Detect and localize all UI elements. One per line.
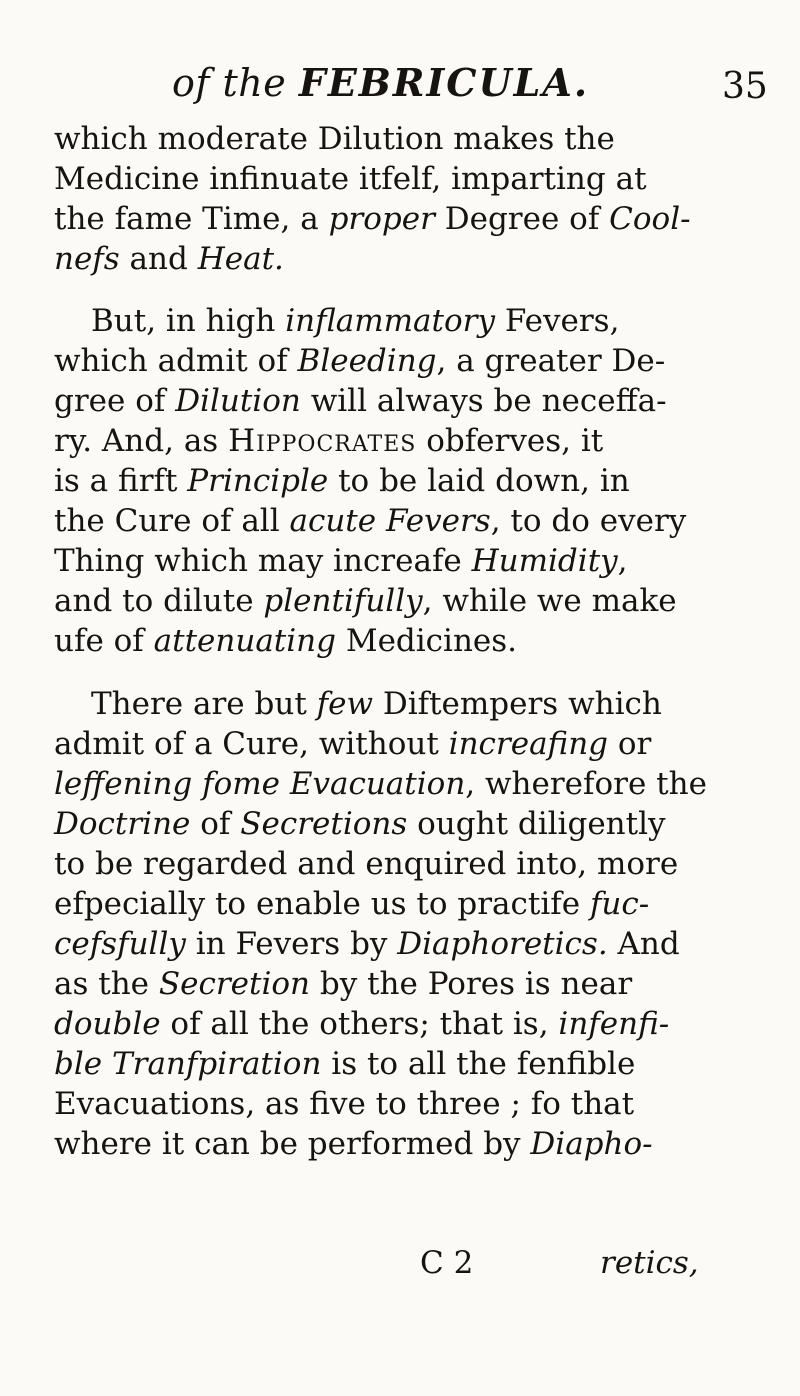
italic-run: ble Tranfpiration [54, 1046, 322, 1082]
text-line [91, 302, 619, 342]
text-line [54, 342, 665, 382]
text-run: Fevers, [494, 303, 620, 339]
text-line [54, 885, 649, 925]
text-line [54, 1125, 653, 1165]
text-line [54, 582, 677, 622]
running-title-main: FEBRICULA. [298, 60, 590, 105]
italic-run: attenuating [153, 623, 336, 659]
text-line [54, 805, 666, 845]
text-run: admit of a Cure, without [54, 726, 449, 762]
italic-run: cefsfully [54, 926, 186, 962]
text-line [54, 200, 691, 240]
text-run: to be laid down, in [328, 463, 630, 499]
text-run: , while we make [422, 583, 677, 619]
text-run: , to do every [490, 503, 687, 539]
italic-run: Principle [187, 463, 329, 499]
text-run: And [607, 926, 680, 962]
text-run: and [119, 241, 198, 277]
italic-run: double [54, 1006, 161, 1042]
text-line [54, 422, 603, 462]
italic-run: Secretions [240, 806, 408, 842]
text-run: Degree of [434, 201, 610, 237]
italic-run: Bleeding [297, 343, 437, 379]
text-run: is a firft [54, 463, 188, 499]
page-number: 35 [722, 66, 768, 107]
italic-run: Diaphoretics. [397, 926, 608, 962]
text-run: which admit of [54, 343, 298, 379]
running-head [0, 60, 800, 110]
text-run: , [617, 543, 628, 579]
running-title-prefix: of the [172, 61, 287, 105]
text-run: which moderate Dilution makes the [54, 121, 615, 157]
text-run: Medicine infinuate itfelf, imparting at [54, 161, 647, 197]
text-run: of all the others; that is, [160, 1006, 559, 1042]
text-run: Evacuations, as five to three ; fo that [54, 1086, 635, 1122]
text-run: Diftempers which [373, 686, 662, 722]
italic-run: Secretion [158, 966, 310, 1002]
italic-run: Heat. [197, 241, 284, 277]
italic-run: fuc- [589, 886, 650, 922]
italic-run: acute Fevers [289, 503, 491, 539]
italic-run: proper [328, 201, 435, 237]
text-run: , wherefore the [465, 766, 707, 802]
text-line [54, 502, 686, 542]
text-run: ry. And, as [54, 423, 229, 459]
italic-run: increafing [448, 726, 609, 762]
italic-run: inflammatory [285, 303, 495, 339]
text-run: in Fevers by [185, 926, 398, 962]
italic-run: plentifully [263, 583, 423, 619]
text-run: to be regarded and enquired into, more [54, 846, 679, 882]
text-run: Medicines. [335, 623, 518, 659]
text-line [54, 765, 707, 805]
text-line [54, 382, 667, 422]
text-line [54, 120, 615, 160]
text-run: the Cure of all [54, 503, 290, 539]
text-run: Thing which may increafe [54, 543, 472, 579]
italic-run: Doctrine [54, 806, 191, 842]
text-line [54, 1085, 634, 1125]
italic-run: Cool- [609, 201, 691, 237]
text-run: by the Pores is near [310, 966, 633, 1002]
italic-run: infenfi- [558, 1006, 670, 1042]
text-line [91, 685, 662, 725]
running-title [172, 60, 589, 105]
text-run: But, in high [91, 303, 286, 339]
text-run: as the [54, 966, 159, 1002]
text-run: and to dilute [54, 583, 264, 619]
text-run: gree of [54, 383, 176, 419]
text-run: or [608, 726, 652, 762]
text-run: efpecially to enable us to practife [54, 886, 590, 922]
text-line [54, 725, 651, 765]
small-caps-run: Hippocrates [228, 423, 417, 459]
catchword: retics, [600, 1245, 699, 1281]
text-run: the fame Time, a [54, 201, 329, 237]
text-run: of [190, 806, 241, 842]
text-run: obferves, it [416, 423, 604, 459]
text-line [54, 462, 630, 502]
text-line [54, 965, 632, 1005]
text-run: ufe of [54, 623, 154, 659]
italic-run: nefs [54, 241, 120, 277]
italic-run: leffening fome Evacuation [54, 766, 466, 802]
text-line [54, 240, 284, 280]
italic-run: Dilution [175, 383, 301, 419]
text-run: , a greater De- [436, 343, 666, 379]
text-run: ought diligently [407, 806, 666, 842]
text-run: There are but [91, 686, 317, 722]
italic-run: Diapho- [530, 1126, 653, 1162]
text-run: where it can be performed by [54, 1126, 531, 1162]
text-line [54, 845, 678, 885]
text-line [54, 1005, 669, 1045]
italic-run: few [316, 686, 373, 722]
text-run: is to all the fenfible [321, 1046, 636, 1082]
signature-mark: C 2 [420, 1245, 474, 1281]
text-line [54, 160, 647, 200]
text-run: will always be neceffa- [300, 383, 667, 419]
text-line [54, 542, 628, 582]
text-line [54, 1045, 635, 1085]
text-line [54, 925, 680, 965]
italic-run: Humidity [471, 543, 618, 579]
text-line [54, 622, 517, 662]
